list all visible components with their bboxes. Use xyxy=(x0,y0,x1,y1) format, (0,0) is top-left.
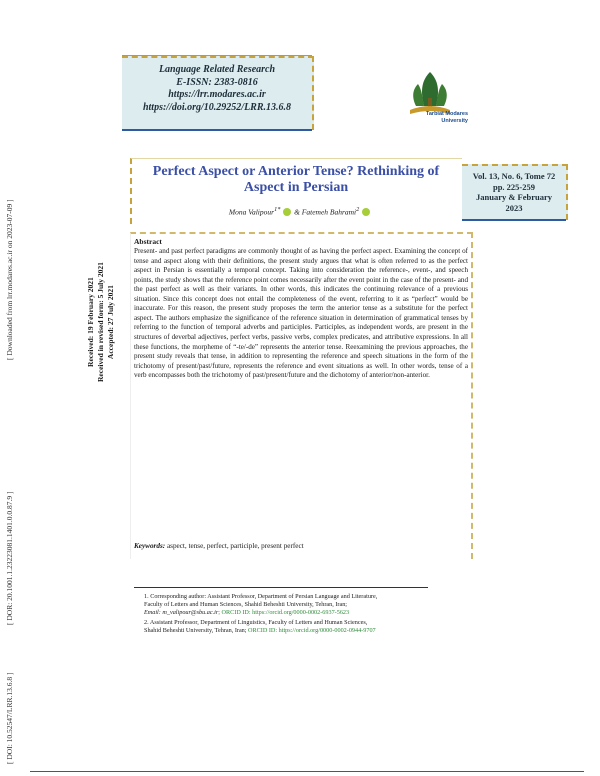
author-1: Mona Valipour xyxy=(228,207,275,217)
author-1-affiliation: 1* xyxy=(274,206,281,213)
footnote-rule xyxy=(134,587,428,588)
doi-stamp: [ DOI: 10.52547/LRR.13.6.8 ] xyxy=(5,672,14,764)
author-2-affiliation: 2 xyxy=(356,206,360,213)
accepted-date: Accepted: 27 July 2021 xyxy=(106,285,115,360)
keywords-label: Keywords: xyxy=(134,542,166,550)
footnotes xyxy=(144,593,444,636)
footnote-2-line2 xyxy=(144,627,444,635)
received-date: Received: 19 February 2021 xyxy=(86,277,95,367)
paper-title: Perfect Aspect or Anterior Tense? Rethinking of Aspect in Persian xyxy=(152,164,440,195)
university-logo xyxy=(400,66,460,136)
footnote-1-line2: Faculty of Letters and Human Sciences, Shahid Beheshti University, Tehran, Iran; xyxy=(144,601,348,609)
journal-box-top-rule xyxy=(122,55,312,56)
footnote-2-affiliation: Shahid Beheshti University, Tehran, Iran; xyxy=(144,626,247,634)
abstract-section xyxy=(134,237,468,381)
abstract-heading: Abstract xyxy=(134,237,162,246)
orcid-icon[interactable] xyxy=(362,208,370,216)
footnote-2-line1: 2. Assistant Professor, Department of Linguistics, Faculty of Letters and Human Sciences, xyxy=(144,618,368,626)
author-line xyxy=(130,206,470,217)
logo-caption-line2: University xyxy=(441,117,468,124)
revised-date: Received in revised form: 5 July 2021 xyxy=(96,262,105,382)
volume-pages: pp. 225-259 xyxy=(492,181,536,192)
footnote-1 xyxy=(144,593,444,618)
journal-box-rule xyxy=(122,129,312,131)
logo-caption xyxy=(388,111,468,124)
footnote-1-line3 xyxy=(144,609,444,617)
author-separator: & xyxy=(294,207,300,217)
volume-info-box xyxy=(462,164,568,220)
submission-dates xyxy=(86,262,116,382)
author-2: Fatemeh Bahrami xyxy=(301,207,357,217)
dor-stamp: [ DOR: 20.1001.1.23223081.1401.0.0.87.9 ] xyxy=(5,491,14,625)
volume-box-rule xyxy=(462,219,566,221)
logo-caption-line1: Tarbiat Modares xyxy=(425,111,468,117)
footnote-2-orcid[interactable]: ORCID ID: https://orcid.org/0000-0002-0944-9707 xyxy=(248,626,376,634)
keywords xyxy=(134,542,468,550)
keywords-list: aspect, tense, perfect, participle, present perfect xyxy=(166,542,304,550)
footnote-2 xyxy=(144,619,444,635)
journal-doi-link[interactable]: https://doi.org/10.29252/LRR.13.6.8 xyxy=(142,101,292,113)
tree-icon xyxy=(410,72,450,114)
volume-date-month: January & February xyxy=(475,192,553,202)
footnote-1-line1: 1. Corresponding author: Assistant Professor, Department of Persian Language and Literature, xyxy=(144,593,378,600)
abstract-body: Present- and past perfect paradigms are commonly thought of as having the perfect aspect. Examining the concept of tense and aspect along with their definitions, the present study argues that what is often referred to as the perfect aspect in Persian is essentially a temporal concept. Taking into consideration the reference-, event-, and speech points, the study shows that the reference point comes necessarily after the event point in the case of the present- and the past perfect as well as their variants. In other words, this indicates the continuing relevance of a previous situation. Since this concept does not entail the completeness of the event, referring to it as “perfect” would be inaccurate. For this reason, the present study proposes the term the anterior tense as a substitute for the perfect aspect. The authors emphasize the significance of the reference situation in determination of grammatical tenses by referring to the function of temporal adverbs and participles. Participles, as independent words, are present in the structures of deverbal adjectives, perfect verbs, passive verbs, complex predicates, and attributive expressions. In all these functions, the morpheme of “-te/-de” represents the anterior tense. Reexamining the previous approaches, the present study reveals that tense, in addition to representing the reference and speech situations in the form of the trichotomy of present/past/future, represents the reference and event situations as well. In other words, tense of a verb encompasses both the trichotomy of past/present/future and the dichotomy of anterior/non-anterior. xyxy=(134,247,468,380)
footnote-1-orcid[interactable]: ; ORCID ID: https://orcid.org/0000-0002-6937-5623 xyxy=(218,609,350,617)
footnote-1-email[interactable]: Email: m_valipour@sbu.ac.ir xyxy=(144,609,219,617)
journal-eissn: E-ISSN: 2383-0816 xyxy=(176,76,258,88)
journal-info-box xyxy=(122,56,314,130)
orcid-icon[interactable] xyxy=(283,208,291,216)
journal-site-link[interactable]: https://lrr.modares.ac.ir xyxy=(168,89,266,100)
volume-issue: Vol. 13, No. 6, Tome 72 xyxy=(472,171,556,181)
page-bottom-rule xyxy=(30,771,584,772)
volume-date-year: 2023 xyxy=(505,202,523,213)
journal-name: Language Related Research xyxy=(158,64,276,75)
download-stamp: [ Downloaded from lrr.modares.ac.ir on 2023-07-09 ] xyxy=(5,199,14,360)
